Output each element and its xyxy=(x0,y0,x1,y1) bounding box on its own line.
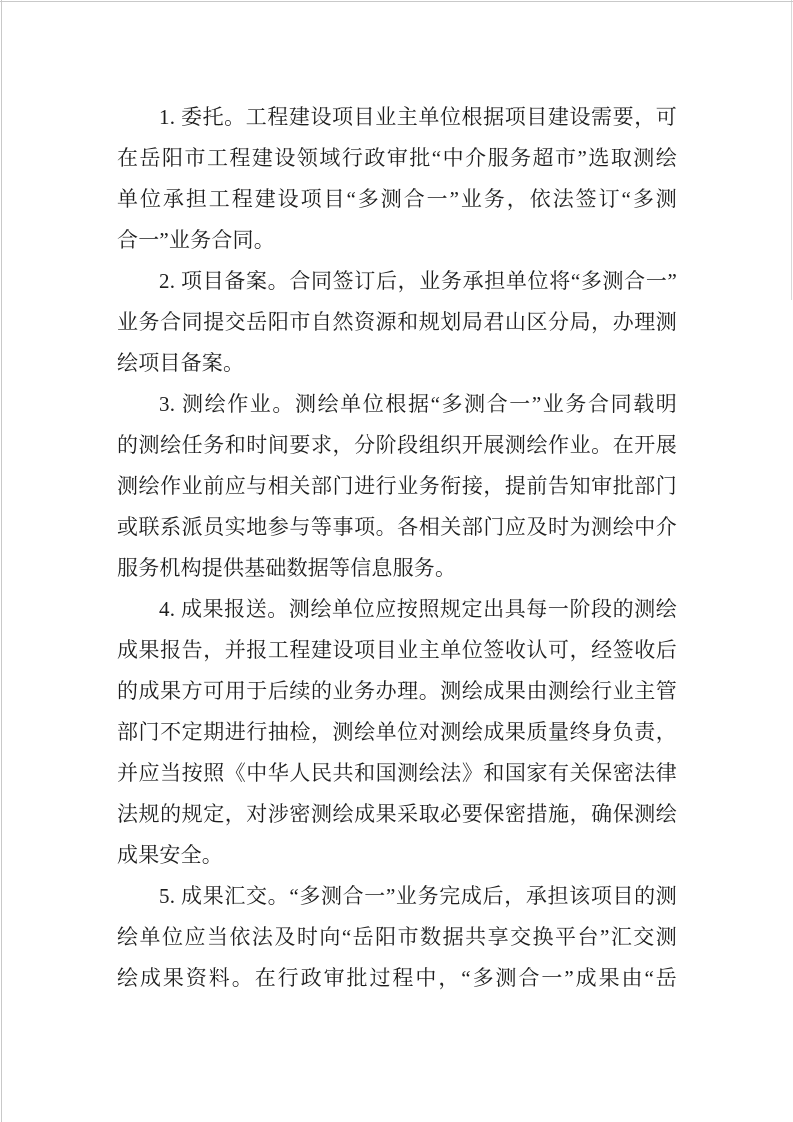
text-line: 合一”业务合同。 xyxy=(117,228,275,252)
text-line: 绘项目备案。 xyxy=(117,351,245,375)
page-border-top xyxy=(0,1,793,2)
text-line: 成果安全。 xyxy=(117,843,223,867)
text-line: 1. 委托。工程建设项目业主单位根据项目建设需要，可 xyxy=(159,105,677,129)
text-line: 法规的规定，对涉密测绘成果采取必要保密措施，确保测绘 xyxy=(117,802,677,826)
text-line: 绘成果资料。在行政审批过程中，“多测合一”成果由“岳 xyxy=(117,966,677,990)
page-border-right xyxy=(791,0,792,300)
text-line: 业务合同提交岳阳市自然资源和规划局君山区分局，办理测 xyxy=(117,310,677,334)
text-line: 或联系派员实地参与等事项。各相关部门应及时为测绘中介 xyxy=(117,515,677,539)
document-body xyxy=(117,97,677,999)
text-line: 部门不定期进行抽检，测绘单位对测绘成果质量终身负责， xyxy=(117,720,677,744)
text-line: 的测绘任务和时间要求，分阶段组织开展测绘作业。在开展 xyxy=(117,433,677,457)
paragraph-4-chengguo-baosong xyxy=(117,589,677,876)
text-line: 的成果方可用于后续的业务办理。测绘成果由测绘行业主管 xyxy=(117,679,677,703)
paragraph-1-weituo xyxy=(117,97,677,261)
text-line: 单位承担工程建设项目“多测合一”业务，依法签订“多测 xyxy=(117,187,677,211)
text-line: 并应当按照《中华人民共和国测绘法》和国家有关保密法律 xyxy=(117,761,677,785)
text-line: 在岳阳市工程建设领域行政审批“中介服务超市”选取测绘 xyxy=(117,146,677,170)
text-line: 服务机构提供基础数据等信息服务。 xyxy=(117,556,457,580)
paragraph-5-chengguo-huijiao xyxy=(117,876,677,999)
text-line: 5. 成果汇交。“多测合一”业务完成后，承担该项目的测 xyxy=(159,884,677,908)
text-line: 4. 成果报送。测绘单位应按照规定出具每一阶段的测绘 xyxy=(159,597,677,621)
text-line: 绘单位应当依法及时向“岳阳市数据共享交换平台”汇交测 xyxy=(117,925,677,949)
text-line: 成果报告，并报工程建设项目业主单位签收认可，经签收后 xyxy=(117,638,677,662)
page-border-left xyxy=(1,0,2,1122)
text-line: 3. 测绘作业。测绘单位根据“多测合一”业务合同载明 xyxy=(159,392,677,416)
paragraph-2-xiangmu-beian xyxy=(117,261,677,384)
text-line: 测绘作业前应与相关部门进行业务衔接，提前告知审批部门 xyxy=(117,474,677,498)
paragraph-3-cehui-zuoye xyxy=(117,384,677,589)
text-line: 2. 项目备案。合同签订后，业务承担单位将“多测合一” xyxy=(159,269,677,293)
